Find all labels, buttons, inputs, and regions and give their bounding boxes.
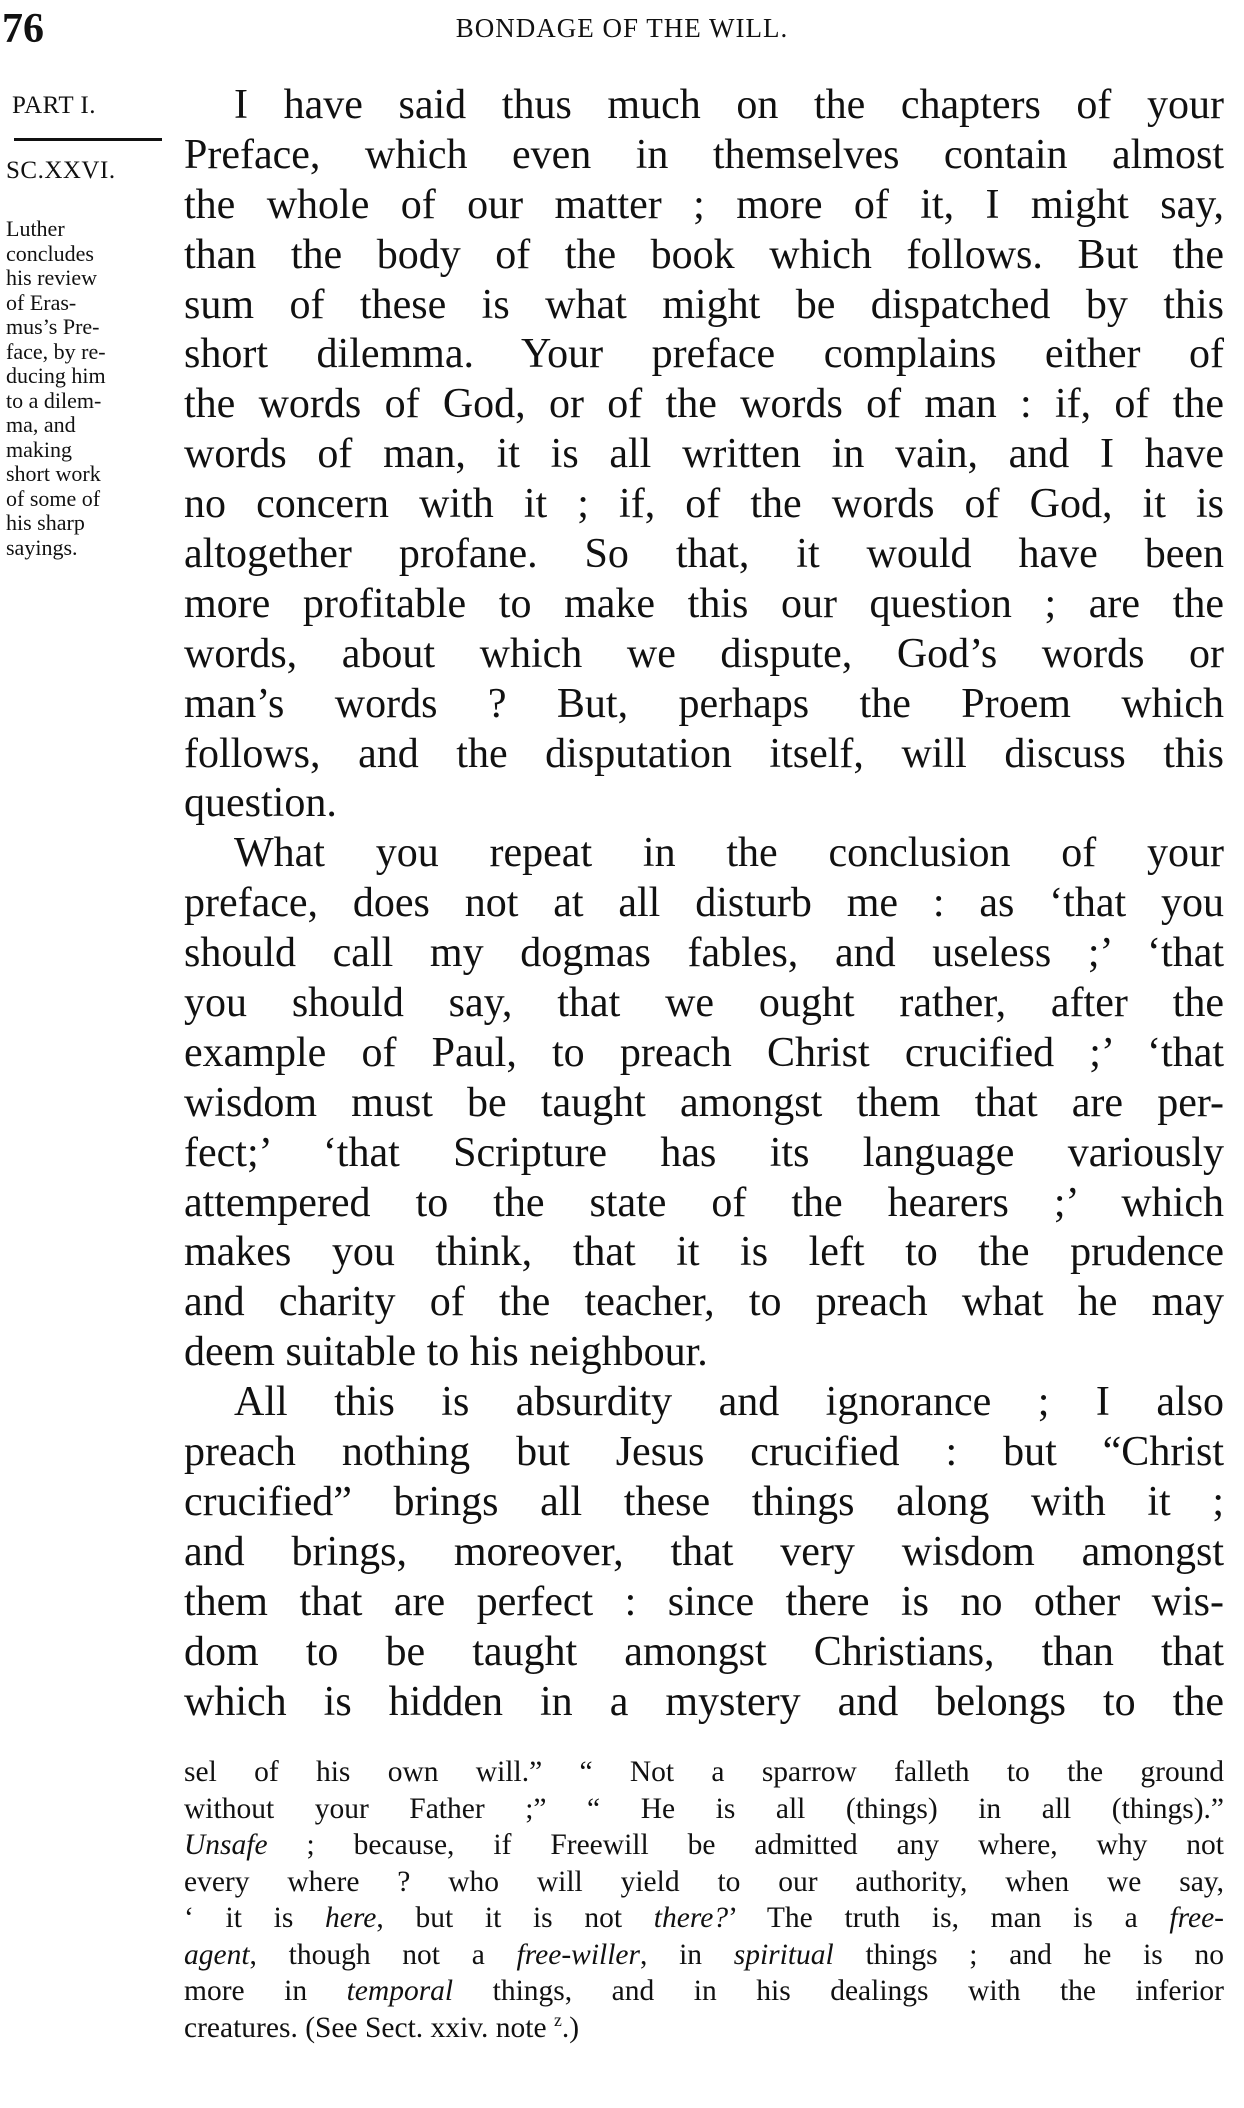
text-line: more profitable to make this our question ; are the (184, 580, 1224, 627)
text-line: them that are perfect : since there is no other wis- (184, 1578, 1224, 1625)
gloss-line: ma, and (6, 412, 76, 437)
text-line: words of man, it is all written in vain, and I have (184, 431, 1224, 478)
text-line: dom to be taught amongst Christians, than that (184, 1628, 1224, 1675)
text-line: question. (184, 780, 337, 827)
footnote-line: agent, though not a free-willer, in spiritual things ; and he is no (184, 1938, 1224, 1971)
page-number: 76 (2, 6, 44, 52)
text-line: fect;’ ‘that Scripture has its language variously (184, 1129, 1224, 1176)
text-line: and brings, moreover, that very wisdom amongst (184, 1528, 1224, 1575)
footnote-line: every where ? who will yield to our authority, when we say, (184, 1865, 1224, 1898)
text-line: man’s words ? But, perhaps the Proem which (184, 680, 1224, 727)
footnote-line: Unsafe ; because, if Freewill be admitted any where, why not (184, 1829, 1224, 1861)
text-line: wisdom must be taught amongst them that are per- (184, 1079, 1224, 1126)
text-line: than the body of the book which follows. But the (184, 231, 1224, 278)
text-line: and charity of the teacher, to preach what he may (184, 1279, 1224, 1326)
text-line: you should say, that we ought rather, after the (184, 980, 1224, 1027)
gloss-line: Luther (6, 216, 65, 241)
gloss-line: to a dilem- (6, 387, 102, 413)
gloss-line: of Eras- (6, 289, 77, 315)
gloss-line: mus’s Pre- (6, 314, 100, 339)
text-line: the words of God, or of the words of man : if, of the (184, 381, 1224, 428)
footnote-line: more in temporal things, and in his dealings with the inferior (184, 1975, 1225, 2007)
footnote-line: creatures. (See Sect. xxiv. note $^z$.) (184, 2009, 580, 2044)
text-line: crucified” brings all these things along with it ; (184, 1478, 1224, 1525)
text-line: short dilemma. Your preface complains either of (184, 331, 1224, 378)
gloss-line: sayings. (6, 534, 78, 560)
gloss-line: ducing him (6, 363, 106, 388)
marginal-gloss (6, 217, 166, 560)
text-line: the whole of our matter ; more of it, I might say, (184, 181, 1224, 228)
gloss-line: his sharp (6, 510, 85, 535)
text-line: preface, does not at all disturb me : as ‘that you (184, 880, 1224, 927)
text-line: I have said thus much on the chapters of your (234, 82, 1224, 128)
section-label: SC.XXVI. (6, 157, 116, 184)
text-line: altogether profane. So that, it would have been (184, 531, 1224, 578)
text-line: words, about which we dispute, God’s words or (184, 630, 1224, 677)
footnote-line: ‘ it is here, but it is not there?’ The truth is, man is a free- (184, 1902, 1224, 1934)
running-head (0, 0, 1244, 60)
text-line: no concern with it ; if, of the words of God, it is (184, 481, 1224, 528)
part-label: PART I. (12, 92, 96, 119)
text-line: What you repeat in the conclusion of your (234, 830, 1224, 877)
footnote-line: sel of his own will.” “ Not a sparrow falleth to the ground (184, 1756, 1224, 1788)
text-line: deem suitable to his neighbour. (184, 1329, 708, 1376)
body-text (184, 81, 1224, 1727)
text-line: follows, and the disputation itself, will discuss this (184, 730, 1224, 777)
text-line: preach nothing but Jesus crucified : but “Christ (184, 1429, 1224, 1476)
text-line: should call my dogmas fables, and useless ;’ ‘that (184, 930, 1224, 977)
footnote (184, 1754, 1224, 2046)
text-line: Preface, which even in themselves contain almost (184, 131, 1224, 178)
margin-divider (14, 138, 162, 141)
gloss-line: short work (6, 461, 101, 486)
text-line: which is hidden in a mystery and belongs to the (184, 1678, 1224, 1725)
footnote-line: without your Father ;” “ He is all (things) in all (things).” (184, 1792, 1224, 1825)
text-line: example of Paul, to preach Christ crucified ;’ ‘that (184, 1029, 1224, 1076)
text-line: makes you think, that it is left to the prudence (184, 1229, 1224, 1276)
gloss-line: his review (6, 265, 98, 290)
text-line: attempered to the state of the hearers ;’ which (184, 1179, 1224, 1226)
gloss-line: of some of (6, 485, 101, 511)
margin-column (6, 88, 166, 560)
gloss-line: concludes (6, 240, 94, 266)
gloss-line: making (6, 436, 72, 462)
gloss-line: face, by re- (6, 338, 106, 364)
running-title: BONDAGE OF THE WILL. (455, 13, 789, 43)
paragraph (184, 81, 1224, 829)
paragraph (184, 829, 1224, 1378)
paragraph (184, 1378, 1224, 1727)
text-line: sum of these is what might be dispatched by this (184, 281, 1224, 328)
text-line: All this is absurdity and ignorance ; I also (234, 1379, 1224, 1426)
